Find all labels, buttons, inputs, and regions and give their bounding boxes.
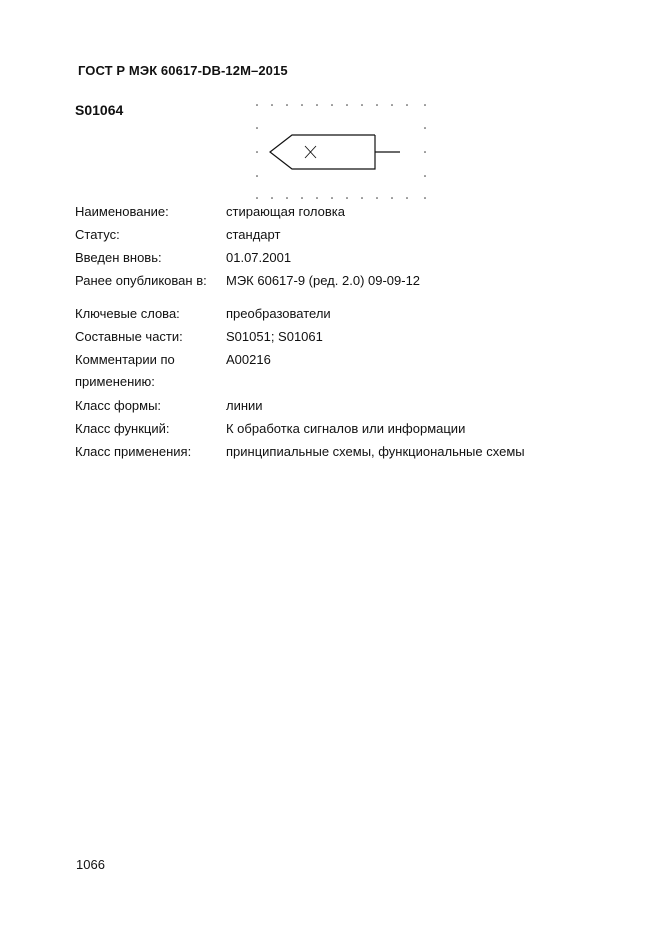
field-function-class (75, 418, 615, 440)
field-introduced (75, 247, 615, 269)
field-label: Ключевые слова: (75, 306, 180, 321)
field-label: Наименование: (75, 204, 169, 219)
erase-cross (305, 146, 316, 158)
field-label: Статус: (75, 227, 120, 242)
head-outline (270, 135, 400, 169)
field-label: Ранее опубликован в: (75, 273, 207, 288)
field-label: Класс функций: (75, 421, 170, 436)
field-value: стандарт (226, 227, 281, 242)
field-label: Составные части: (75, 329, 183, 344)
field-components (75, 326, 615, 348)
page-number: 1066 (76, 857, 105, 872)
erasing-head-symbol-icon (250, 98, 435, 203)
symbol-id: S01064 (75, 102, 124, 118)
field-label: Введен вновь: (75, 250, 162, 265)
field-application-class (75, 441, 615, 463)
field-label-line2: применению: (75, 374, 155, 389)
field-value: стирающая головка (226, 204, 345, 219)
field-keywords (75, 303, 615, 325)
field-value: МЭК 60617-9 (ред. 2.0) 09-09-12 (226, 273, 421, 288)
field-label: Комментарии по (75, 352, 175, 367)
field-previously-published (75, 270, 615, 292)
field-value: К обработка сигналов или информации (226, 421, 466, 436)
field-label: Класс применения: (75, 444, 192, 459)
field-value: принципиальные схемы, функциональные схемы (226, 444, 525, 459)
field-status (75, 224, 615, 246)
field-value: преобразователи (226, 306, 331, 321)
field-application-notes (75, 349, 615, 393)
field-shape-class (75, 395, 615, 417)
field-value: 01.07.2001 (226, 250, 292, 265)
grid-dots (256, 104, 426, 199)
field-value: линии (226, 398, 263, 413)
field-label: Класс формы: (75, 398, 162, 413)
field-value: S01051; S01061 (226, 329, 323, 344)
document-header: ГОСТ Р МЭК 60617-DB-12M–2015 (78, 63, 288, 78)
field-value: A00216 (226, 352, 271, 367)
field-name (75, 201, 615, 223)
